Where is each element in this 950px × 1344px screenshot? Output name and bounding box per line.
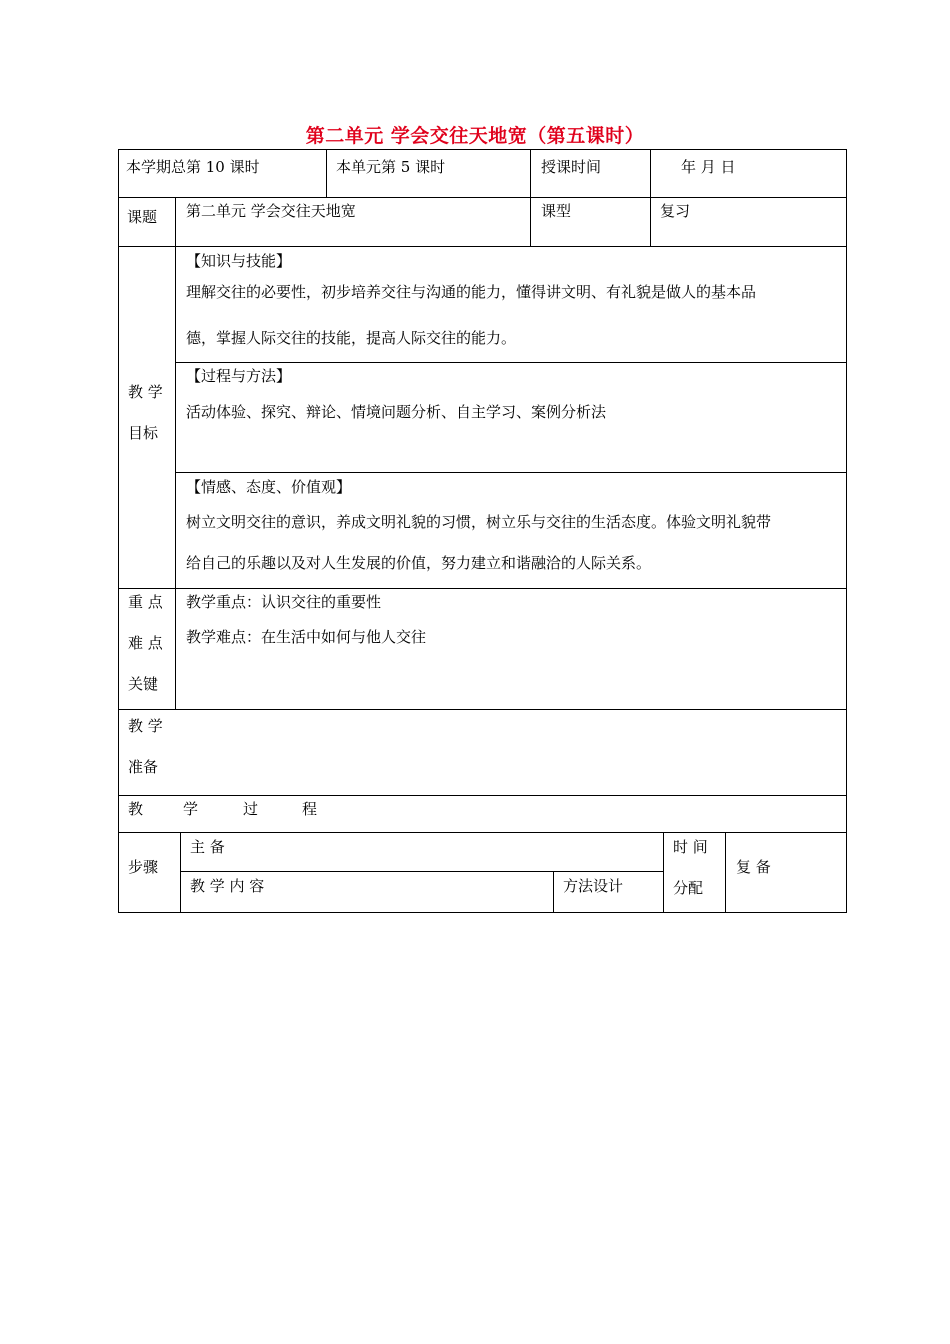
- row-divider: [175, 472, 847, 473]
- topic-value: 第二单元 学会交往天地宽: [186, 202, 356, 220]
- method-label: 方法设计: [563, 877, 624, 895]
- key-points-label: 关键: [128, 675, 159, 693]
- process-text: 活动体验、探究、辩论、情境问题分析、自主学习、案例分析法: [186, 403, 607, 421]
- unit-lesson: 本单元第 5 课时: [336, 158, 446, 176]
- review-label: 复 备: [736, 858, 771, 876]
- total-lessons: 本学期总第 10 课时: [126, 158, 260, 176]
- col-divider: [663, 832, 664, 913]
- teaching-focus: 教学重点：认识交往的重要性: [186, 593, 382, 611]
- objectives-label: 教 学: [128, 383, 163, 401]
- steps-label: 步骤: [128, 858, 159, 876]
- col-divider: [180, 832, 181, 913]
- key-points-label: 重 点: [128, 593, 163, 611]
- emotion-text: 树立文明交往的意识，养成文明礼貌的习惯，树立乐与交往的生活态度。体验文明礼貌带: [186, 513, 772, 531]
- row-divider: [175, 362, 847, 363]
- row-divider: [118, 832, 847, 833]
- row-divider: [118, 795, 847, 796]
- col-divider: [553, 871, 554, 913]
- knowledge-text: 理解交往的必要性，初步培养交往与沟通的能力，懂得讲文明、有礼貌是做人的基本品: [186, 283, 757, 301]
- process-header-char: 程: [302, 800, 318, 818]
- col-divider: [530, 149, 531, 246]
- process-heading: 【过程与方法】: [186, 367, 292, 385]
- time-allocation-label: 分配: [673, 879, 704, 897]
- page-title: 第二单元 学会交往天地宽（第五课时）: [305, 125, 645, 147]
- process-header-char: 学: [183, 800, 199, 818]
- col-divider: [175, 197, 176, 709]
- knowledge-text: 德，掌握人际交往的技能，提高人际交往的能力。: [186, 329, 517, 347]
- teaching-difficulty: 教学难点：在生活中如何与他人交往: [186, 628, 427, 646]
- emotion-text: 给自己的乐趣以及对人生发展的价值，努力建立和谐融洽的人际关系。: [186, 554, 652, 572]
- key-points-label: 难 点: [128, 634, 163, 652]
- row-divider: [118, 709, 847, 710]
- col-divider: [650, 149, 651, 246]
- row-divider: [118, 588, 847, 589]
- process-header-char: 过: [243, 800, 259, 818]
- type-value: 复习: [660, 202, 691, 220]
- emotion-heading: 【情感、态度、价值观】: [186, 478, 352, 496]
- time-label: 授课时间: [541, 158, 602, 176]
- type-label: 课型: [541, 202, 572, 220]
- col-divider: [725, 832, 726, 913]
- objectives-label: 目标: [128, 424, 159, 442]
- content-label: 教 学 内 容: [190, 877, 265, 895]
- col-divider: [326, 149, 327, 197]
- date-placeholder: 年 月 日: [681, 158, 736, 176]
- preparation-label: 准备: [128, 758, 159, 776]
- row-divider: [180, 871, 663, 872]
- row-divider: [118, 246, 847, 247]
- time-allocation-label: 时 间: [673, 838, 708, 856]
- main-prep-label: 主 备: [190, 838, 225, 856]
- topic-label: 课题: [127, 208, 158, 226]
- row-divider: [118, 197, 847, 198]
- knowledge-heading: 【知识与技能】: [186, 252, 292, 270]
- preparation-label: 教 学: [128, 717, 163, 735]
- process-header-char: 教: [128, 800, 144, 818]
